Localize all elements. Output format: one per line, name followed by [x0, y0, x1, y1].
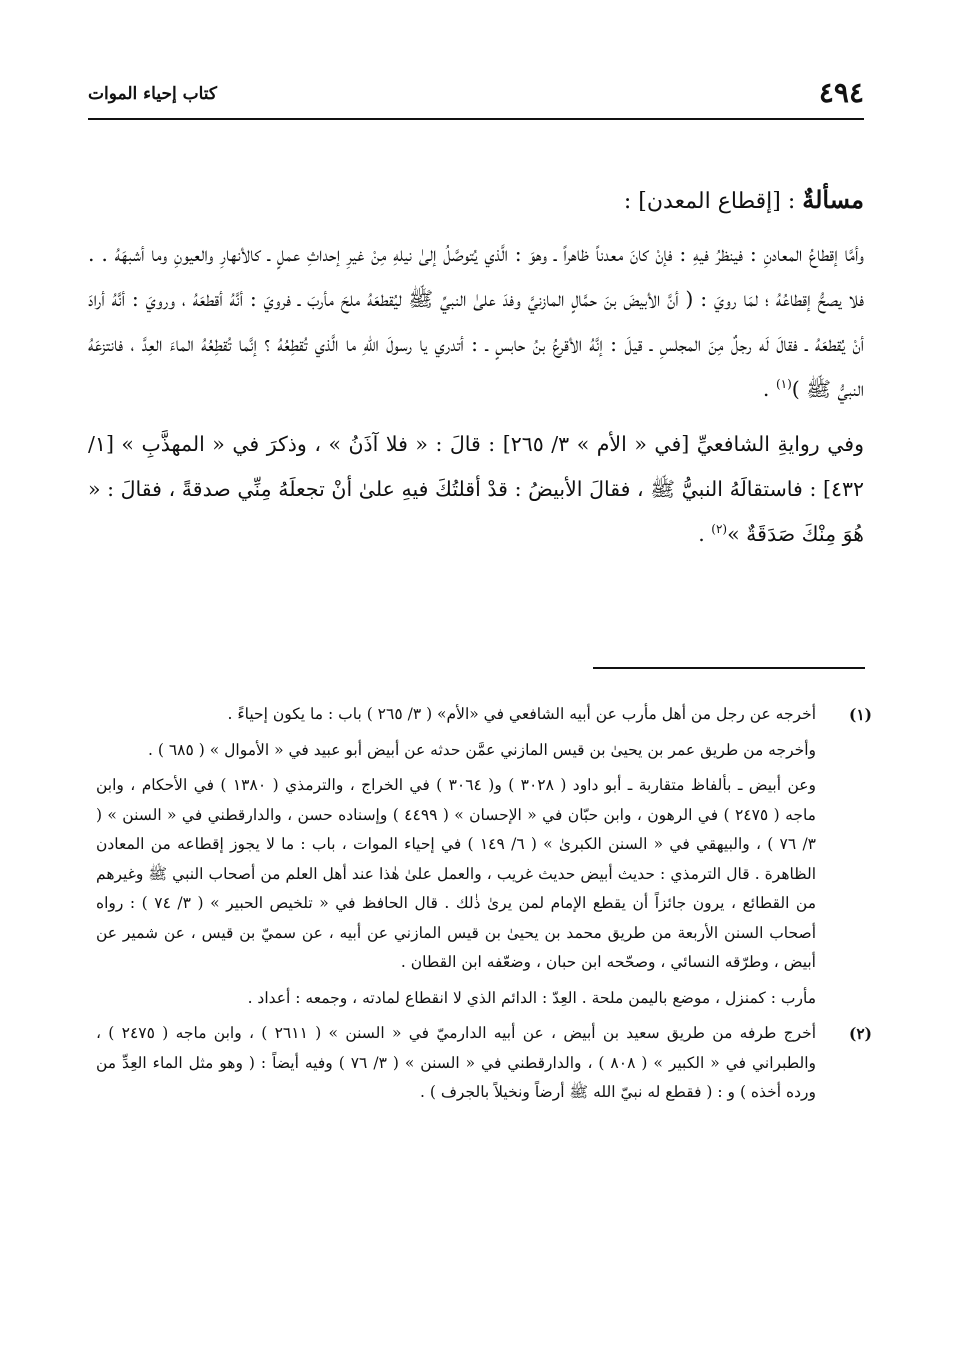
footnote-1-para-2: وأخرجه من طريق عمر بن يحيىٰ بن قيس المازني عمَّن حدثه عن أبيض أبو عبيد في « الأموال » ( ٦٨٥ ) . — [148, 740, 816, 759]
paragraph-2-end: . — [698, 522, 712, 546]
footnote-1-para-3: وعن أبيض ـ بألفاظ متقاربة ـ أبو داود ( ٣٠٢٨ ) و( ٣٠٦٤ ) في الخراج ، والترمذي ( ١٣٨٠ ) في الأحكام ، وابن ماجه ( ٢٤٧٥ ) في الرهون ، وابن حبّان في « الإحسان » ( ٤٤٩٩ ) وإسناده حسن ، والدارقطني في « السنن » ( ٣/ ٧٦ ) ، والبيهقي في « السنن الكبرىٰ » ( ٦/ ١٤٩ ) في إحياء الموات ، باب : ما لا يجوز إقطاعه من المعادن الظاهرة . قال الترمذي : حديث أبيض حديث غريب ، والعمل علىٰ هٰذا عند أهل العلم من أصحاب النبي ﷺ وغيرهم من القطائع ، يرون جائزاً أن يقطع الإمام لمن يرىٰ ذٰلك . قال الحافظ في « تلخيص الحبير » ( ٣/ ٧٤ ) : رواه أصحاب السنن الأربعة من طريق محمد بن يحيىٰ بن قيس المازني عن أبيه ، عن سميّ بن قيس ، عن شمير عن أبيض ، وطرّقه النسائي ، وصحّحه ابن حبان ، وضعّفه ابن القطان . — [96, 776, 816, 971]
main-text — [88, 180, 864, 557]
running-header — [88, 74, 864, 120]
paragraph-1-end: . — [762, 377, 776, 401]
footnotes — [96, 700, 872, 1114]
heading-text: : [إقطاع المعدن] : — [623, 189, 803, 214]
footnote-2 — [96, 1019, 872, 1108]
book-title: كتاب إحياء الموات — [88, 84, 218, 104]
heading-label: مسألةٌ — [802, 185, 864, 214]
paragraph-1-text: وأمَّا إقطاعُ المعادنِ : فينظرُ فيهِ : فإنْ كانَ معدناً ظاهراً ـ وهوَ : الَّذي يُتوصَّلُ إلىٰ نيلهِ مِنْ غيرِ إحداثِ عملٍ ـ كالأنهارِ والعيونِ وما أشبهَهُ . . فلا يصحُّ إقطاعُهُ ؛ لمَا رويَ : ( أنَّ الأبيضَ بنَ حمَّالٍ المازنيَّ وفدَ علىٰ النبيِّ ﷺ ليُقطعَهُ ملحَ مأربَ ـ فرويَ : أنَّهُ أقطعَهُ ، ورويَ : أنَّهُ أرادَ أنْ يُقطعَهُ ـ فقالَ لَه رجلٌ مِنَ المجلسِ ـ قيلَ : إنَّهُ الأقرعُ بنُ حابسٍ ـ : أتدري يا رسولَ اللهِ ما الَّذي تُقطِعُهُ ؟ إنَّما تُقطِعُهُ الماءَ العِدَّ ، فانتزعَهُ النبيُّ ﷺ ) — [88, 242, 864, 401]
paragraph-2 — [88, 422, 864, 557]
footnote-number: (١) — [848, 705, 872, 724]
footnote-ref-1[interactable]: (١) — [775, 377, 792, 392]
footnote-2-para-1: أخرج طرفه من طريق سعيد بن أبيض ، عن أبيه الدارميّ في « السنن » ( ٢٦١١ ) ، وابن ماجه ( ٢٤٧٥ ) ، والطبراني في « الكبير » ( ٨٠٨ ) ، والدارقطني في « السنن » ( ٣/ ٧٦ ) وفيه أيضاً : ( وهو مثل الماء العِدِّ من ورده أخذه ) و : ( فقطع له نبيّ الله ﷺ أرضاً ونخيلاً بالجرف ) . — [96, 1024, 817, 1101]
footnote-1 — [96, 700, 872, 1013]
footnote-number: (٢) — [848, 1024, 872, 1043]
paragraph-2-text: وفي روايةِ الشافعيِّ [في « الأم » ٣/ ٢٦٥] : قالَ : « فلا آذَنُ » ، وذكرَ في « المهذَّبِ » [١/ ٤٣٢] : فاستقالَهُ النبيُّ ﷺ ، فقالَ الأبيضُ : قدْ أقلتُكَ فيهِ علىٰ أنْ تجعلَهُ مِنِّي صدقةً ، فقالَ : « هُوَ مِنْكَ صَدَقَةٌ » — [88, 432, 864, 546]
footnote-1-para-1: أخرجه عن رجل من أهل مأرب عن أبيه الشافعي في «الأم» ( ٣/ ٢٦٥ ) باب : ما يكون إحياءً . — [227, 705, 816, 723]
footnote-separator — [593, 667, 865, 669]
paragraph-1 — [88, 232, 864, 412]
section-heading — [88, 180, 864, 222]
page-number: ٤٩٤ — [818, 76, 864, 109]
footnote-ref-2[interactable]: (٢) — [711, 522, 728, 537]
footnote-1-para-4: مأرب : كمنزل ، موضع باليمن ملحة . العِدّ : الدائم الذي لا انقطاع لمادته ، وجمعه : أعداد . — [247, 988, 816, 1007]
